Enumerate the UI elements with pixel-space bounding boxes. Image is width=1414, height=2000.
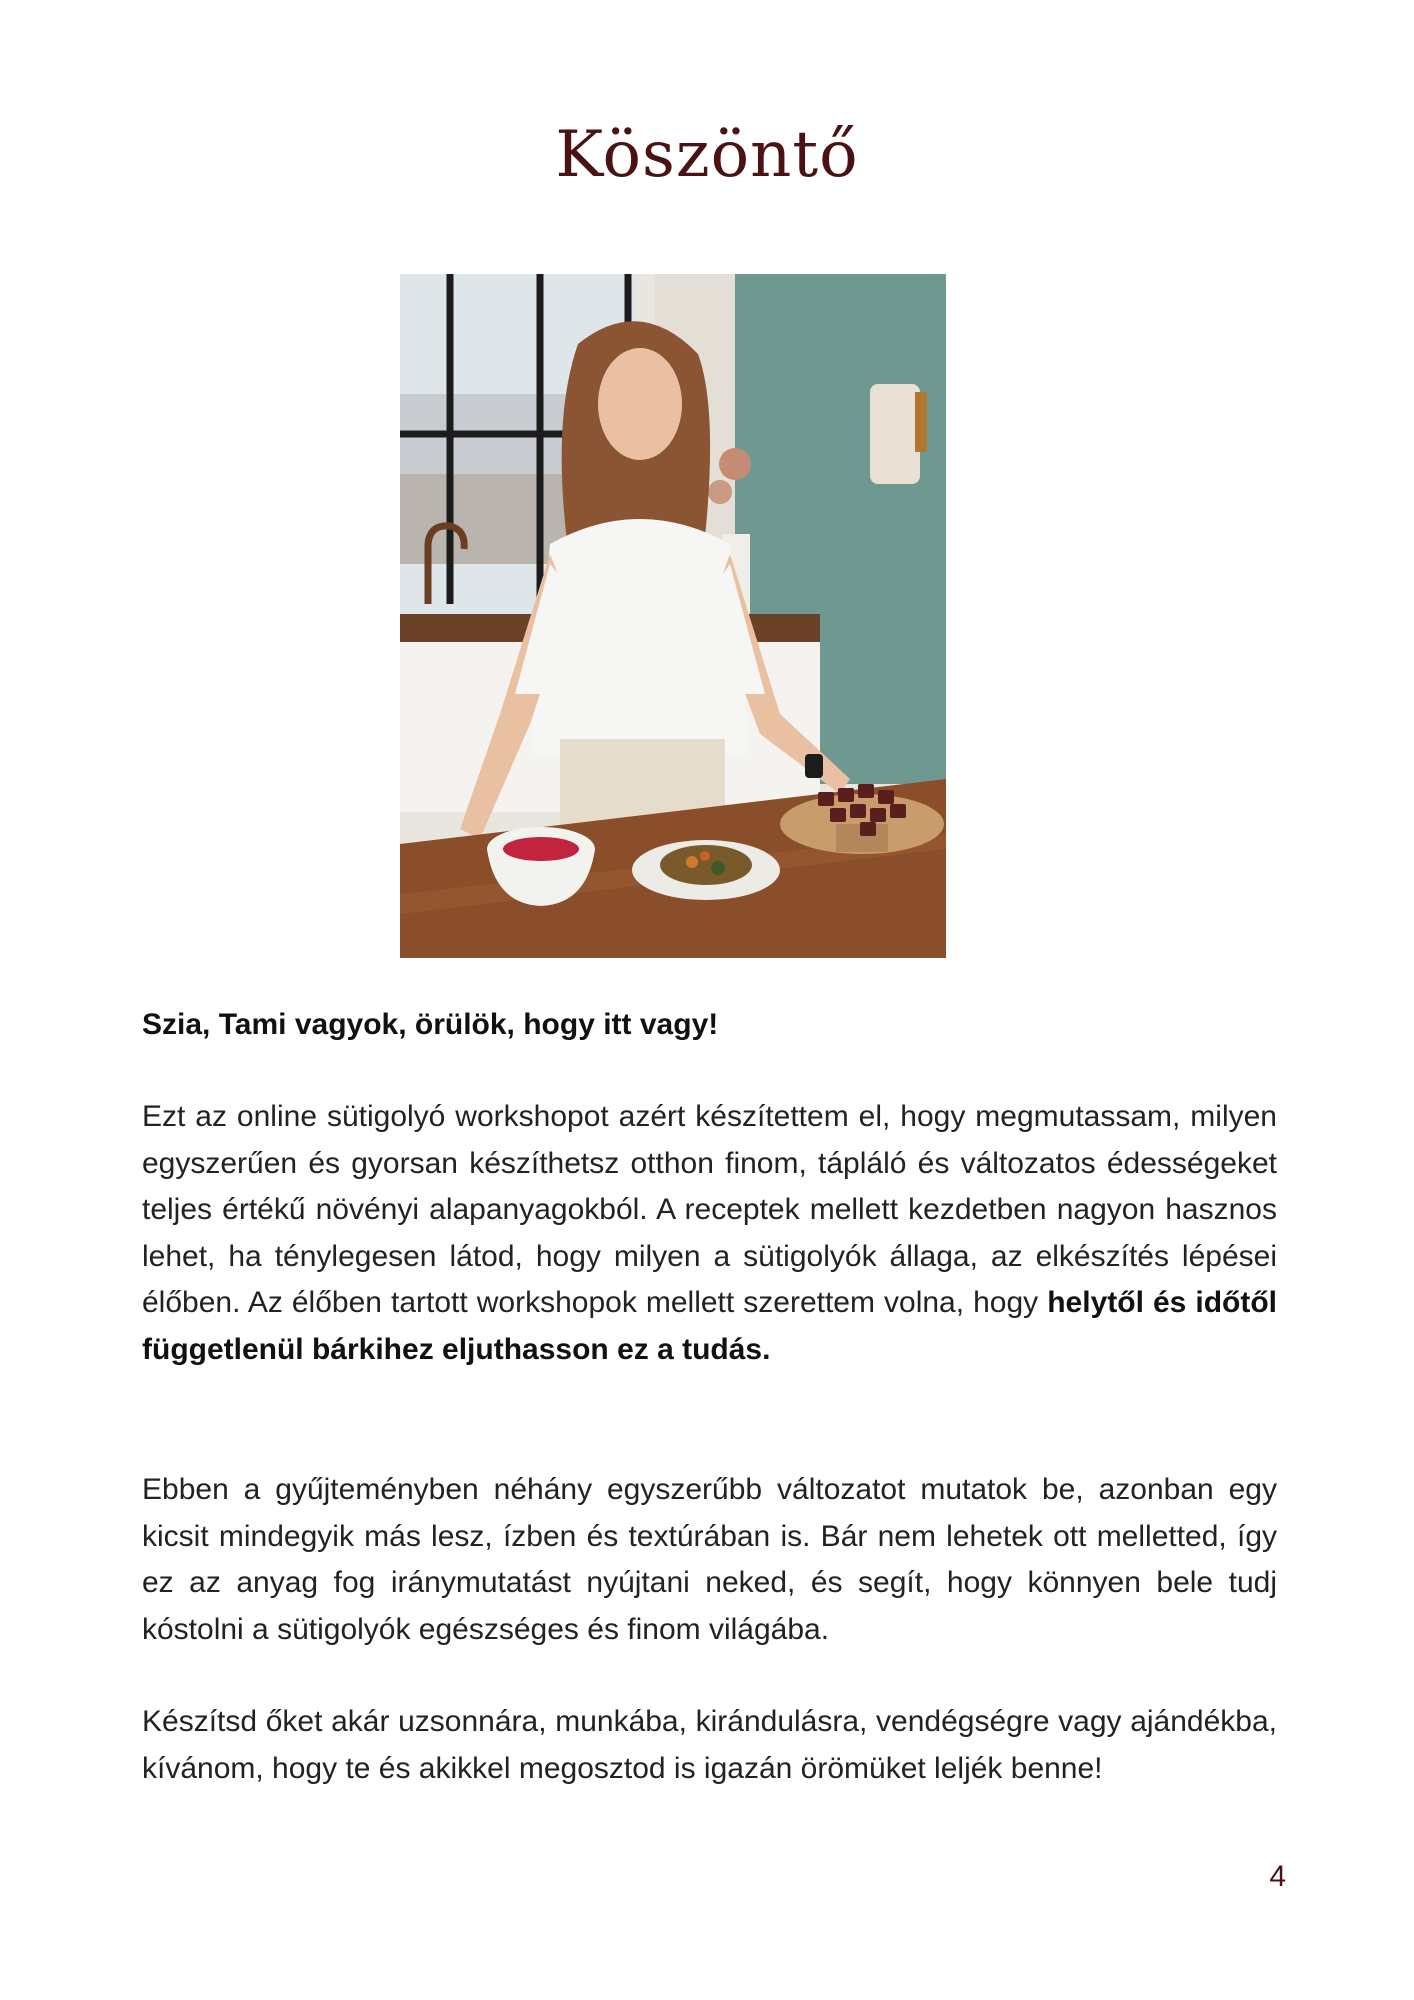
page-number: 4 xyxy=(1269,1860,1286,1893)
paragraph-1-bold: helytől és időtől függetlenül bárkihez eljuthasson ez a tudás. xyxy=(142,1286,1278,1366)
intro-paragraph-3: Készítsd őket akár uzsonnára, munkába, kirándulásra, vendégségre vagy ajándékba, kívánom, hogy te és akikkel megosztod is igazán örömüket leljék benne! xyxy=(142,1705,1277,1785)
page-title: Köszöntő xyxy=(555,118,859,192)
intro-paragraph-2: Ebben a gyűjteményben néhány egyszerűbb változatot mutatok be, azonban egy kicsit mindegyik más lesz, ízben és textúrában is. Bár nem lehetek ott melletted, így ez az anyag fog iránymutatást nyújtani neked, és segít, hogy könnyen bele tudj kóstolni a sütigolyók egészséges és finom világába. xyxy=(142,1473,1277,1646)
paragraph-1-text: Ezt az online sütigolyó workshopot azért készítettem el, hogy megmutassam, milyen egyszerűen és gyorsan készíthetsz otthon finom, tápláló és változatos édességeket teljes értékű növényi alapanyagokból. A receptek mellett kezdetben nagyon hasznos lehet, ha ténylegesen látod, hogy milyen a sütigolyók állaga, az elkészítés lépései élőben. Az élőben tartott workshopok mellett szerettem volna, hogy xyxy=(142,1100,1277,1319)
intro-paragraph-1 xyxy=(142,1094,1277,1373)
greeting-heading: Szia, Tami vagyok, örülök, hogy itt vagy! xyxy=(142,1008,719,1041)
author-photo xyxy=(400,274,946,958)
